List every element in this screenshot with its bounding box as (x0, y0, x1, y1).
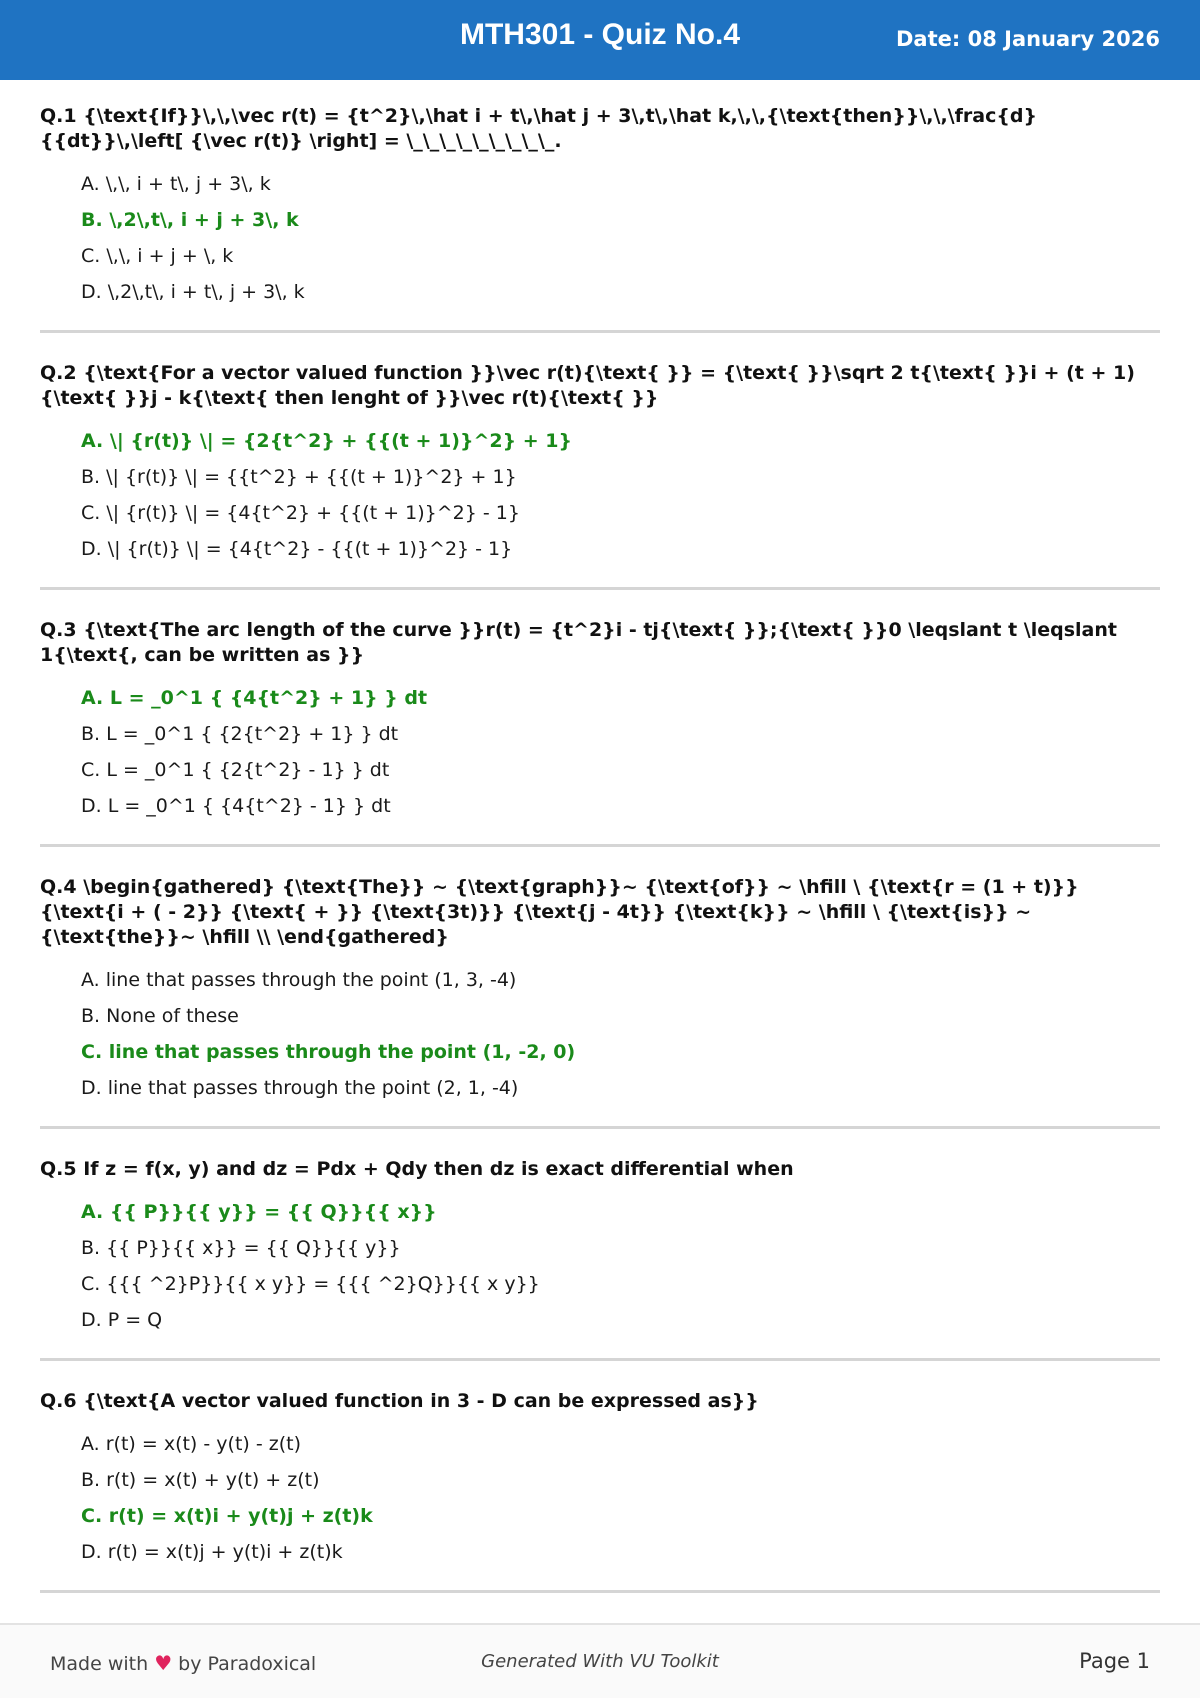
question-4 (40, 875, 1160, 1129)
option-b: B. L = _0^1 { {2{t^2} + 1} } dt (81, 723, 399, 745)
option-c: C. \,\, i + j + \, k (81, 245, 234, 267)
question-2 (40, 361, 1160, 590)
question-1 (40, 104, 1160, 333)
option-a-correct: A. {{ P}}{{ y}} = {{ Q}}{{ x}} (81, 1201, 437, 1223)
generated-note: Generated With VU Toolkit (481, 1651, 719, 1672)
option-d: D. r(t) = x(t)j + y(t)i + z(t)k (81, 1541, 343, 1563)
footer (0, 1623, 1200, 1698)
quiz-date: Date: 08 January 2026 (896, 27, 1160, 51)
option-b: B. {{ P}}{{ x}} = {{ Q}}{{ y}} (81, 1237, 401, 1259)
question-text: Q.2 {\text{For a vector valued function }}\vec r(t){\text{ }} = {\text{ }}\sqrt 2 t{\text{ }}i + (t + 1){\text{ }}j - k{\text{ then lenght of }}\vec r(t){\text{ }} (40, 362, 1135, 409)
option-c: C. \| {r(t)} \| = {4{t^2} + {{(t + 1)}^2} - 1} (81, 502, 520, 524)
option-a: A. line that passes through the point (1, 3, -4) (81, 969, 517, 991)
option-a: A. r(t) = x(t) - y(t) - z(t) (81, 1433, 301, 1455)
made-with-label: Made with (50, 1653, 149, 1675)
option-a: A. \,\, i + t\, j + 3\, k (81, 173, 271, 195)
option-d: D. P = Q (81, 1309, 163, 1331)
question-text: Q.5 If z = f(x, y) and dz = Pdx + Qdy then dz is exact differential when (40, 1158, 794, 1180)
author-label: by Paradoxical (178, 1653, 317, 1675)
option-c-correct: C. r(t) = x(t)i + y(t)j + z(t)k (81, 1505, 373, 1527)
question-text: Q.1 {\text{If}}\,\,\vec r(t) = {t^2}\,\hat i + t\,\hat j + 3\,t\,\hat k,\,\,{\text{then}}\,\,\frac{d}{{dt}}\,\left[ {\vec r(t)} \right] = \_\_\_\_\_\_\_\_\_. (40, 105, 1037, 152)
option-c: C. L = _0^1 { {2{t^2} - 1} } dt (81, 759, 390, 781)
question-5 (40, 1157, 1160, 1361)
option-b: B. r(t) = x(t) + y(t) + z(t) (81, 1469, 320, 1491)
question-text: Q.4 \begin{gathered} {\text{The}} ~ {\text{graph}}~ {\text{of}} ~ \hfill \ {\text{r = (1 + t)}} {\text{i + ( - 2}} {\text{ + }} {\text{3t)}} {\text{j - 4t}} {\text{k}} ~ \hfill \ {\text{is}} ~{\text{the}}~ \hfill \\ \end{gathered} (40, 876, 1079, 948)
option-a-correct: A. L = _0^1 { {4{t^2} + 1} } dt (81, 687, 428, 709)
option-b: B. \| {r(t)} \| = {{t^2} + {{(t + 1)}^2} + 1} (81, 466, 517, 488)
option-d: D. \| {r(t)} \| = {4{t^2} - {{(t + 1)}^2} - 1} (81, 538, 513, 560)
header-bar (0, 0, 1200, 80)
option-c: C. {{{ ^2}P}}{{ x y}} = {{{ ^2}Q}}{{ x y}} (81, 1273, 540, 1295)
option-b-correct: B. \,2\,t\, i + j + 3\, k (81, 209, 299, 231)
option-d: D. line that passes through the point (2, 1, -4) (81, 1077, 519, 1099)
question-text: Q.6 {\text{A vector valued function in 3 - D can be expressed as}} (40, 1390, 759, 1412)
question-list (40, 104, 1160, 1621)
question-3 (40, 618, 1160, 847)
question-6 (40, 1389, 1160, 1593)
question-text: Q.3 {\text{The arc length of the curve }}r(t) = {t^2}i - tj{\text{ }};{\text{ }}0 \leqslant t \leqslant 1{\text{, can be written as }} (40, 619, 1117, 666)
quiz-title: MTH301 - Quiz No.4 (459, 18, 741, 51)
option-d: D. L = _0^1 { {4{t^2} - 1} } dt (81, 795, 391, 817)
page-number: Page 1 (1079, 1649, 1150, 1673)
option-b: B. None of these (81, 1005, 239, 1027)
heart-icon: ♥ (154, 1651, 173, 1675)
option-d: D. \,2\,t\, i + t\, j + 3\, k (81, 281, 305, 303)
option-a-correct: A. \| {r(t)} \| = {2{t^2} + {{(t + 1)}^2} + 1} (81, 430, 573, 452)
option-c-correct: C. line that passes through the point (1, -2, 0) (81, 1041, 576, 1063)
